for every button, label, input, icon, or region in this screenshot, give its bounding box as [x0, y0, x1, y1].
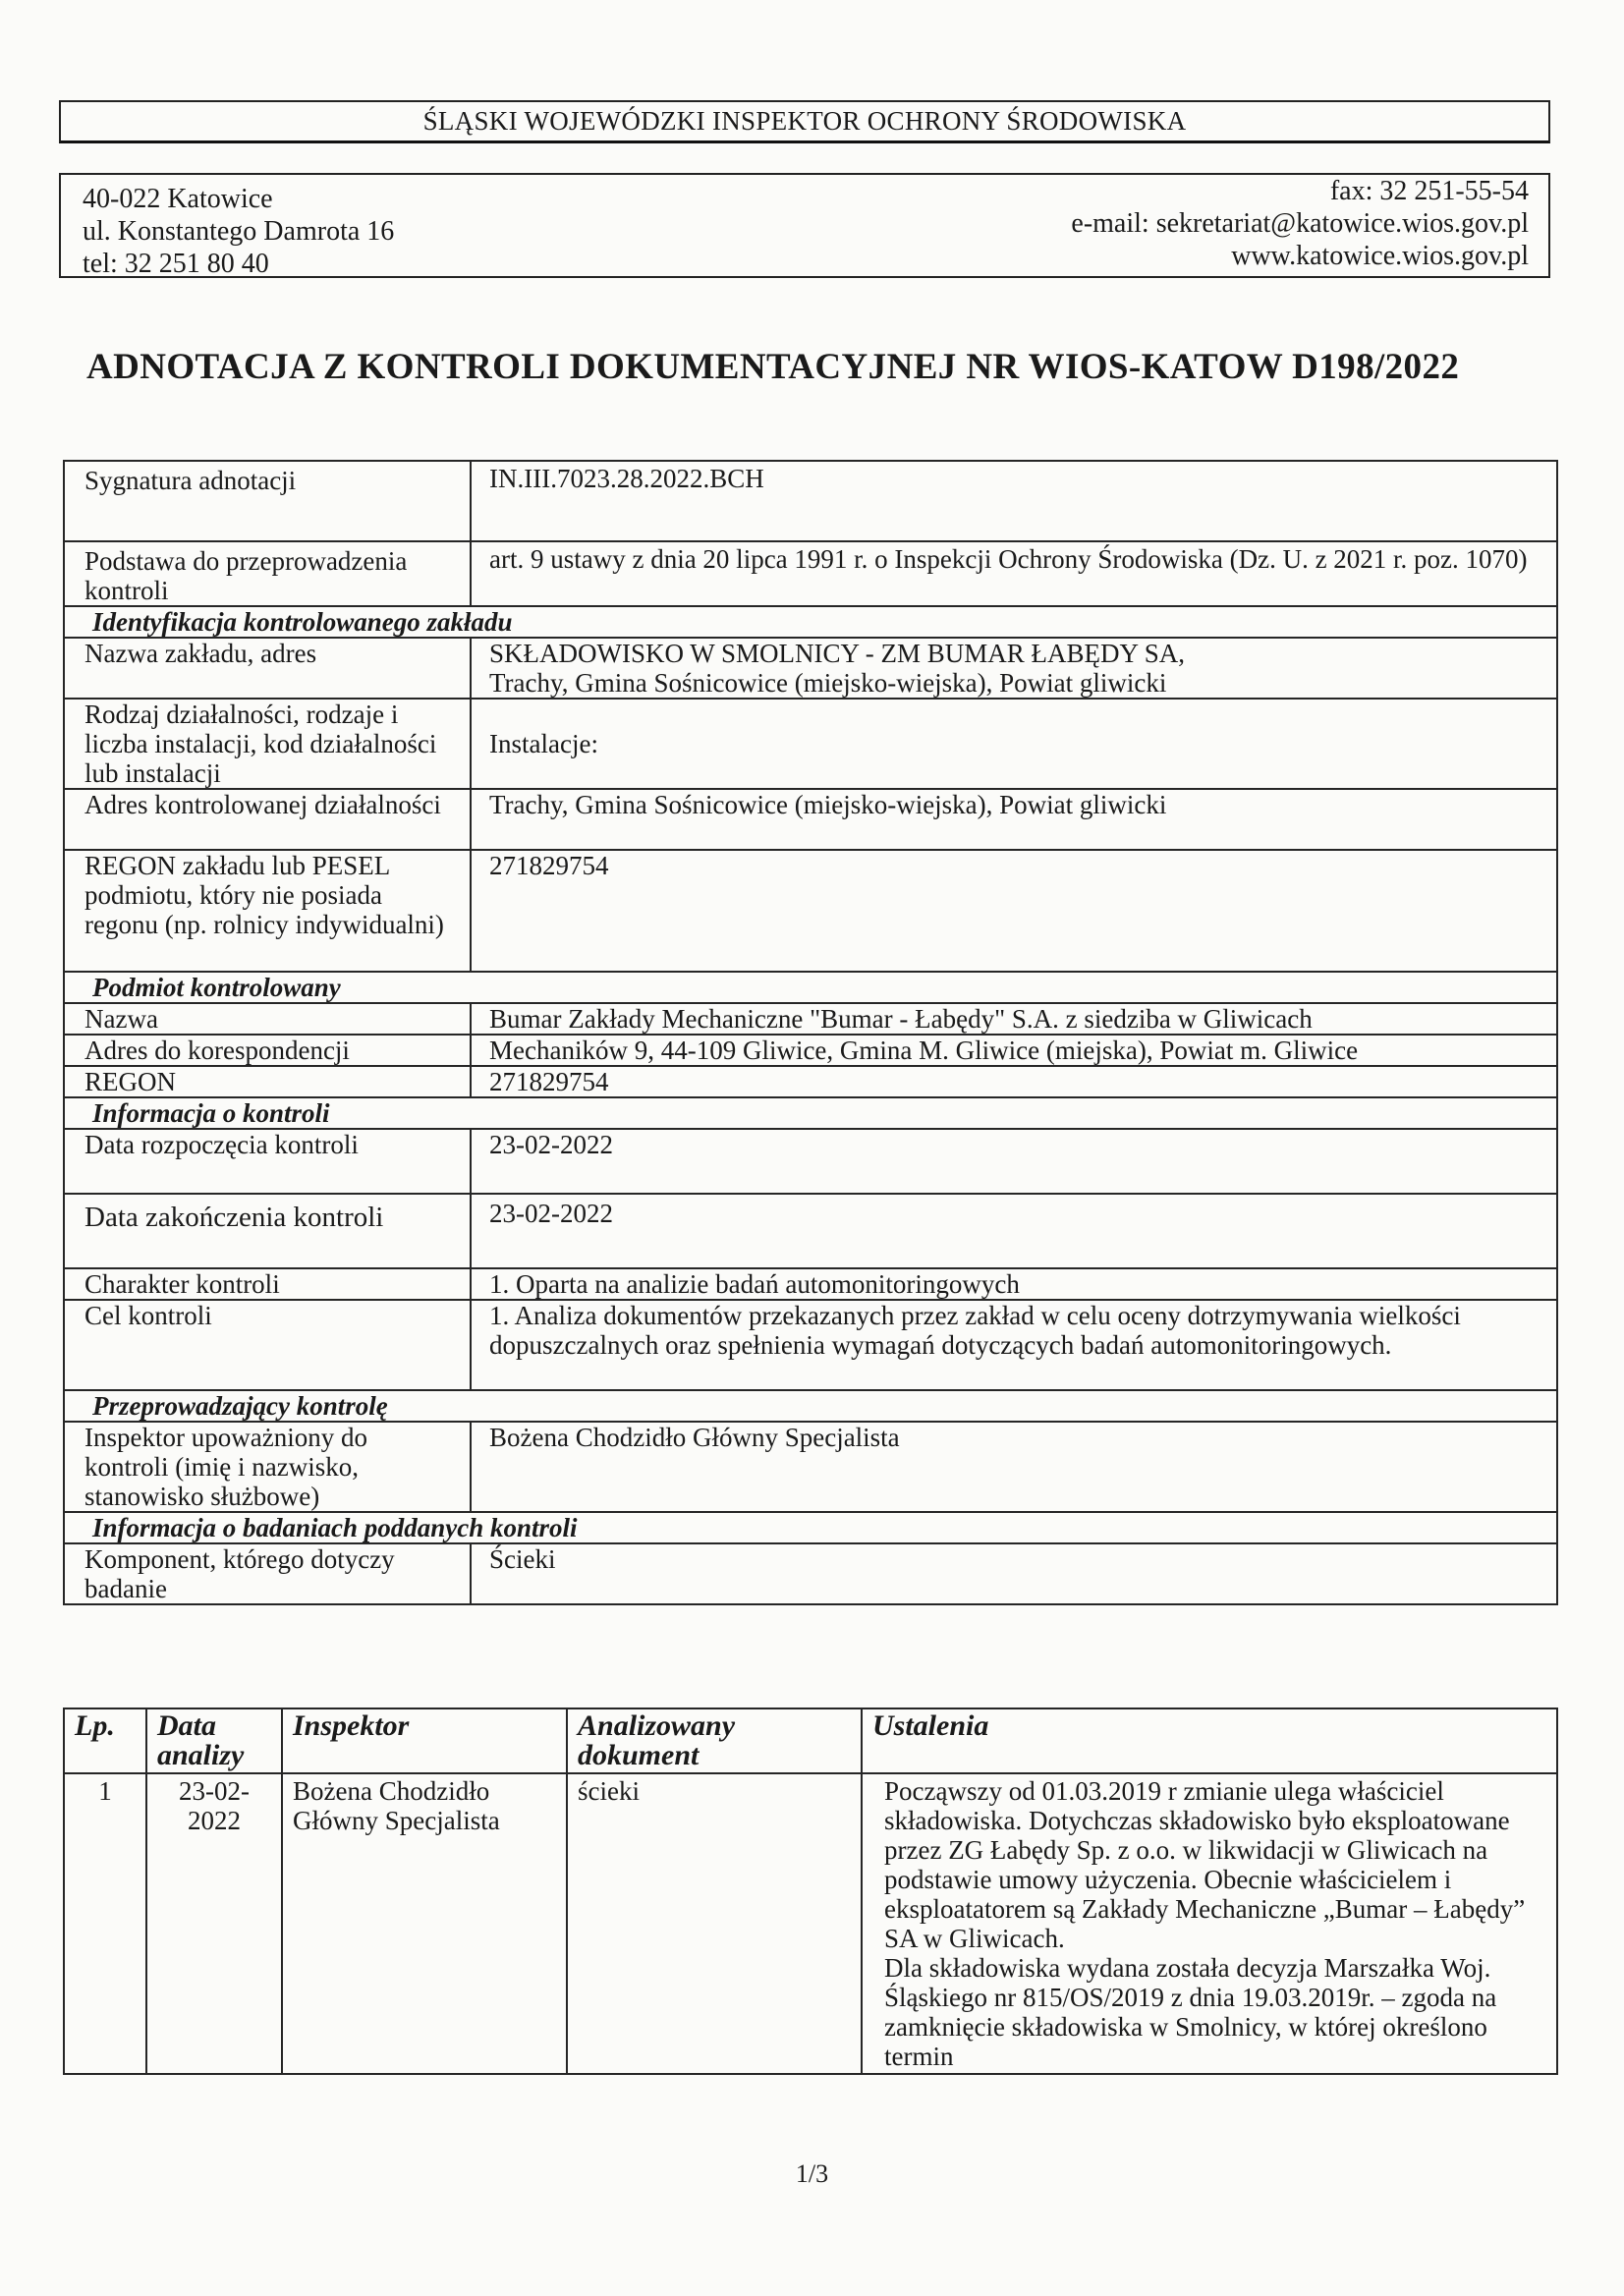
table-row — [64, 1422, 1557, 1512]
findings-paragraph: Dla składowiska wydana została decyzja Marszałka Woj. Śląskiego nr 815/OS/2019 z dnia 19.03.2019r. – zgoda na zamknięcie składowiska w Smolnicy, w której określono termin — [884, 1953, 1497, 2071]
fax-line: fax: 32 251-55-54 — [1329, 176, 1529, 206]
row-label: REGON — [64, 1066, 471, 1097]
section-header — [64, 972, 1557, 1003]
row-value: 23-02-2022 — [471, 1129, 1557, 1194]
page-number: 1/3 — [795, 2159, 829, 2188]
row-label: Charakter kontroli — [64, 1268, 471, 1300]
cell-inspektor: Bożena Chodzidło Główny Specjalista — [282, 1773, 567, 2074]
section-header — [64, 1390, 1557, 1422]
row-value: Bożena Chodzidło Główny Specjalista — [471, 1422, 1557, 1512]
table-row — [64, 1194, 1557, 1268]
row-value: 1. Oparta na analizie badań automonitoringowych — [471, 1268, 1557, 1300]
section-title: Informacja o badaniach poddanych kontroli — [64, 1512, 1557, 1543]
section-title: Identyfikacja kontrolowanego zakładu — [64, 606, 1557, 638]
row-value: IN.III.7023.28.2022.BCH — [471, 461, 1557, 541]
table-row — [64, 1129, 1557, 1194]
table-row — [64, 1066, 1557, 1097]
column-header-dokument: Analizowany dokument — [567, 1708, 862, 1773]
section-header — [64, 606, 1557, 638]
website-line: www.katowice.wios.gov.pl — [1231, 241, 1529, 271]
table-row — [64, 1003, 1557, 1035]
table-row — [64, 1268, 1557, 1300]
table-row — [64, 1300, 1557, 1390]
row-label: Nazwa — [64, 1003, 471, 1035]
cell-lp: 1 — [64, 1773, 146, 2074]
contact-block — [59, 175, 1550, 278]
column-header-inspektor: Inspektor — [282, 1708, 567, 1773]
row-label: Data rozpoczęcia kontroli — [64, 1129, 471, 1194]
table-row — [64, 1543, 1557, 1604]
row-label: Adres kontrolowanej działalności — [64, 789, 471, 850]
column-header-data: Data analizy — [146, 1708, 282, 1773]
table-row — [64, 638, 1557, 699]
findings-paragraph: Począwszy od 01.03.2019 r zmianie ulega właściciel składowiska. Dotychczas składowisko było eksploatowane przez ZG Łabędy Sp. z o.o. w likwidacji w Gliwicach na podstawie umowy użyczenia. Obecnie właścicielem i eksploatatorem są Zakłady Mechaniczne „Bumar – Łabędy” SA w Gliwicach. — [884, 1776, 1526, 1953]
row-value: 271829754 — [471, 850, 1557, 972]
table-row — [64, 541, 1557, 606]
row-value: Instalacje: — [471, 699, 1557, 789]
row-label: REGON zakładu lub PESEL podmiotu, który nie posiada regonu (np. rolnicy indywidualni) — [64, 850, 471, 972]
row-label: Nazwa zakładu, adres — [64, 638, 471, 699]
address-line: tel: 32 251 80 40 — [83, 249, 269, 279]
table-row — [64, 850, 1557, 972]
row-value: Mechaników 9, 44-109 Gliwice, Gmina M. Gliwice (miejska), Powiat m. Gliwice — [471, 1035, 1557, 1066]
cell-data: 23-02-2022 — [146, 1773, 282, 2074]
document-title: ADNOTACJA Z KONTROLI DOKUMENTACYJNEJ NR WIOS-KATOW D198/2022 — [86, 347, 1460, 387]
inspection-info-table — [63, 460, 1558, 1605]
cell-dokument: ścieki — [567, 1773, 862, 2074]
section-header — [64, 1512, 1557, 1543]
address-line: ul. Konstantego Damrota 16 — [83, 216, 395, 247]
row-value: Trachy, Gmina Sośnicowice (miejsko-wiejska), Powiat gliwicki — [471, 789, 1557, 850]
column-header-ustalenia: Ustalenia — [862, 1708, 1557, 1773]
section-title: Informacja o kontroli — [64, 1097, 1557, 1129]
row-label: Adres do korespondencji — [64, 1035, 471, 1066]
row-value: 271829754 — [471, 1066, 1557, 1097]
row-label: Rodzaj działalności, rodzaje i liczba instalacji, kod działalności lub instalacji — [64, 699, 471, 789]
row-value: 23-02-2022 — [471, 1194, 1557, 1268]
value-line: Trachy, Gmina Sośnicowice (miejsko-wiejska), Powiat gliwicki — [489, 668, 1167, 698]
section-title: Podmiot kontrolowany — [64, 972, 1557, 1003]
table-row — [64, 1035, 1557, 1066]
analysis-row — [64, 1773, 1557, 2074]
address-line: 40-022 Katowice — [83, 184, 273, 214]
row-label: Podstawa do przeprowadzenia kontroli — [64, 541, 471, 606]
row-label: Cel kontroli — [64, 1300, 471, 1390]
address-block — [83, 183, 394, 280]
cell-ustalenia — [862, 1773, 1557, 2074]
section-header — [64, 1097, 1557, 1129]
institution-name: ŚLĄSKI WOJEWÓDZKI INSPEKTOR OCHRONY ŚRODOWISKA — [422, 106, 1187, 136]
row-label: Data zakończenia kontroli — [64, 1194, 471, 1268]
row-value: 1. Analiza dokumentów przekazanych przez zakład w celu oceny dotrzymywania wielkości dopuszczalnych oraz spełnienia wymagań dotyczących badań automonitoringowych. — [471, 1300, 1557, 1390]
row-value: Ścieki — [471, 1543, 1557, 1604]
value-line: SKŁADOWISKO W SMOLNICY - ZM BUMAR ŁABĘDY SA, — [489, 639, 1186, 668]
institution-header — [59, 100, 1550, 143]
table-row — [64, 789, 1557, 850]
row-label: Sygnatura adnotacji — [64, 461, 471, 541]
table-row — [64, 699, 1557, 789]
email-line: e-mail: sekretariat@katowice.wios.gov.pl — [1071, 208, 1529, 239]
row-label: Inspektor upoważniony do kontroli (imię i nazwisko, stanowisko służbowe) — [64, 1422, 471, 1512]
row-value — [471, 638, 1557, 699]
analysis-table — [63, 1708, 1558, 2075]
row-label: Komponent, którego dotyczy badanie — [64, 1543, 471, 1604]
section-title: Przeprowadzający kontrolę — [64, 1390, 1557, 1422]
contact-details — [1071, 175, 1529, 272]
analysis-header-row — [64, 1708, 1557, 1773]
row-value: Bumar Zakłady Mechaniczne "Bumar - Łabędy" S.A. z siedziba w Gliwicach — [471, 1003, 1557, 1035]
row-value: art. 9 ustawy z dnia 20 lipca 1991 r. o Inspekcji Ochrony Środowiska (Dz. U. z 2021 r. poz. 1070) — [471, 541, 1557, 606]
column-header-lp: Lp. — [64, 1708, 146, 1773]
table-row — [64, 461, 1557, 541]
